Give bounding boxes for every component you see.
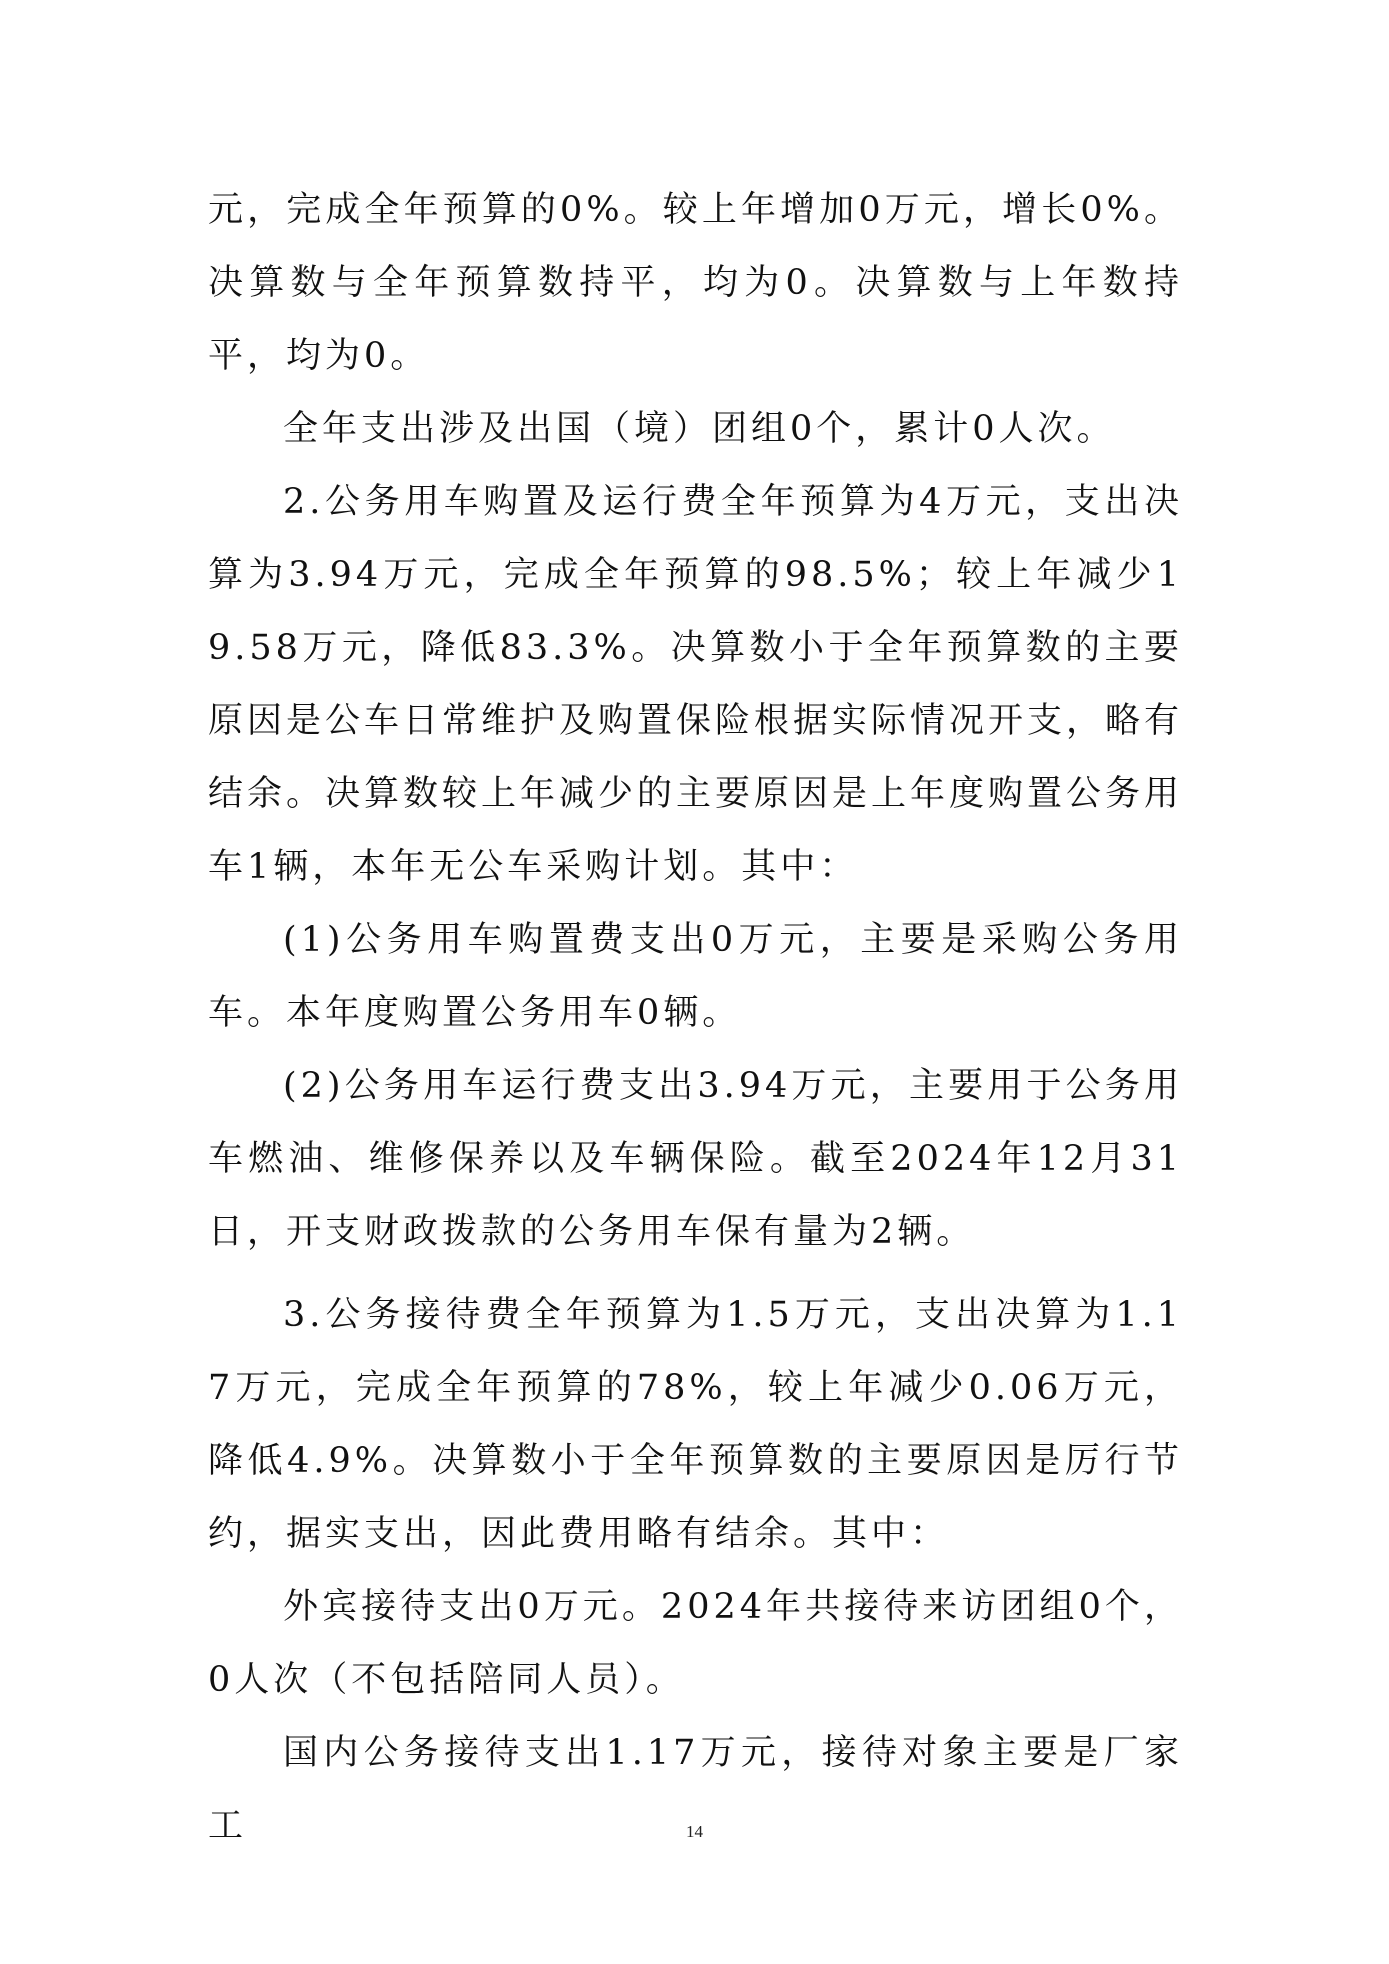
page-number: 14 (686, 1822, 703, 1841)
paragraph-reception-expenses: 3.公务接待费全年预算为1.5万元，支出决算为1.17万元，完成全年预算的78%，较上年减少0.06万元，降低4.9%。决算数小于全年预算数的主要原因是厉行节约，据实支出，因此费用略有结余。其中： (208, 1295, 1183, 1554)
paragraph-domestic-reception: 国内公务接待支出1.17万元，接待对象主要是厂家工 (208, 1733, 1183, 1846)
paragraph-vehicle-operation: (2)公务用车运行费支出3.94万元，主要用于公务用车燃油、维修保养以及车辆保险。截至2024年12月31日，开支财政拨款的公务用车保有量为2辆。 (208, 1066, 1183, 1252)
paragraph-vehicle-purchase: (1)公务用车购置费支出0万元，主要是采购公务用车。本年度购置公务用车0辆。 (208, 920, 1183, 1033)
paragraph-vehicle-expenses: 2.公务用车购置及运行费全年预算为4万元，支出决算为3.94万元，完成全年预算的98.5%；较上年减少19.58万元，降低83.3%。决算数小于全年预算数的主要原因是公车日常维护及购置保险根据实际情况开支，略有结余。决算数较上年减少的主要原因是上年度购置公务用车1辆，本年无公车采购计划。其中： (208, 482, 1184, 887)
paragraph-overseas-groups: 全年支出涉及出国（境）团组0个，累计0人次。 (283, 409, 1116, 449)
paragraph-budget-continuation: 元，完成全年预算的0%。较上年增加0万元，增长0%。决算数与全年预算数持平，均为0。决算数与上年数持平，均为0。 (208, 190, 1183, 376)
paragraph-foreign-reception: 外宾接待支出0万元。2024年共接待来访团组0个，0人次（不包括陪同人员）。 (208, 1587, 1183, 1700)
body-text (208, 174, 1183, 1863)
